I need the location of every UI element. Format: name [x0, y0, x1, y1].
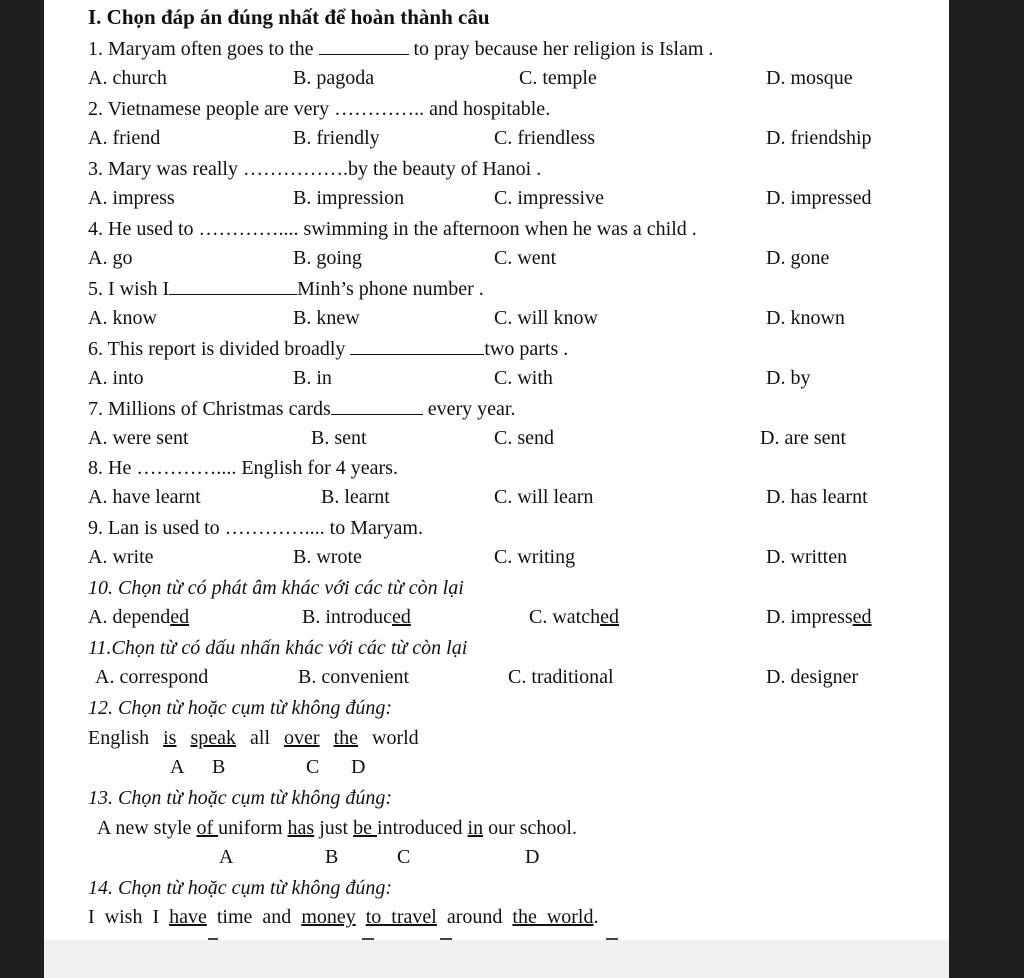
q2-option-a: A. friend	[88, 127, 161, 149]
q13-part-c: be	[353, 817, 378, 839]
question-12-sentence	[88, 726, 419, 750]
q2-option-c: C. friendless	[494, 127, 596, 149]
q12-part-a: is	[163, 727, 177, 749]
q13-word: just	[314, 817, 354, 839]
question-13-sentence	[97, 816, 577, 840]
q12-word: world	[372, 727, 419, 749]
q13-letter-c: C	[397, 846, 411, 868]
q4-option-a: A. go	[88, 247, 133, 269]
q1-option-a: A. church	[88, 67, 167, 89]
question-8: 8. He ………….... English for 4 years.	[88, 457, 398, 479]
question-11-instruction: 11.Chọn từ có dấu nhấn khác với các từ còn lại	[88, 637, 468, 659]
q8-option-a: A. have learnt	[88, 486, 201, 508]
q14-part-b: money	[301, 906, 356, 928]
q3-option-a: A. impress	[88, 187, 175, 209]
q10-a-suffix: ed	[170, 606, 190, 628]
q10-option-d	[766, 606, 872, 629]
q13-word: uniform	[218, 817, 288, 839]
q7-blank	[331, 400, 423, 415]
q5-option-b: B. knew	[293, 307, 360, 329]
q4-option-c: C. went	[494, 247, 557, 269]
q12-letter-c: C	[306, 756, 320, 778]
q10-a-stem: A. depend	[88, 606, 171, 628]
q6-option-a: A. into	[88, 367, 144, 389]
q7-option-c: C. send	[494, 427, 554, 449]
q9-option-a: A. write	[88, 546, 154, 568]
q3-option-b: B. impression	[293, 187, 405, 209]
q1-option-c: C. temple	[519, 67, 597, 89]
question-13-instruction: 13. Chọn từ hoặc cụm từ không đúng:	[88, 787, 393, 809]
q5-option-a: A. know	[88, 307, 157, 329]
q9-option-c: C. writing	[494, 546, 576, 568]
q4-option-d: D. gone	[766, 247, 830, 269]
section-title: I. Chọn đáp án đúng nhất để hoàn thành câu	[88, 5, 490, 29]
q13-part-a: of	[196, 817, 219, 839]
q11-option-b: B. convenient	[298, 666, 410, 688]
q14-word	[356, 906, 366, 928]
q10-option-c	[529, 606, 619, 629]
cut-letter-mark	[606, 938, 618, 940]
question-7	[88, 397, 516, 421]
q5-text-before: 5. I wish I	[88, 278, 170, 300]
q4-option-b: B. going	[293, 247, 362, 269]
q1-blank	[319, 40, 409, 55]
question-10-instruction: 10. Chọn từ có phát âm khác với các từ còn lại	[88, 577, 464, 599]
q13-word: A new style	[97, 817, 197, 839]
q13-letter-b: B	[325, 846, 339, 868]
q1-option-b: B. pagoda	[293, 67, 375, 89]
cut-letter-mark	[208, 938, 218, 940]
q5-text-after: Minh’s phone number .	[297, 278, 484, 300]
q11-option-c: C. traditional	[508, 666, 614, 688]
q14-part-d: the world	[512, 906, 594, 928]
q3-option-d: D. impressed	[766, 187, 872, 209]
q13-part-b: has	[287, 817, 315, 839]
q13-part-d: in	[467, 817, 484, 839]
q1-text-after: to pray because her religion is Islam .	[408, 38, 714, 60]
q12-word: English	[88, 727, 150, 749]
q12-word: all	[250, 727, 271, 749]
q14-word: time and	[206, 906, 302, 928]
question-9: 9. Lan is used to ………….... to Maryam.	[88, 517, 423, 539]
q11-option-a: A. correspond	[95, 666, 209, 688]
q14-word: I wish I	[88, 906, 170, 928]
q8-option-c: C. will learn	[494, 486, 594, 508]
q5-option-d: D. known	[766, 307, 845, 329]
q6-text-after: two parts .	[484, 338, 569, 360]
q2-option-b: B. friendly	[293, 127, 380, 149]
question-14-instruction: 14. Chọn từ hoặc cụm từ không đúng:	[88, 877, 393, 899]
q10-c-suffix: ed	[600, 606, 619, 628]
q8-option-b: B. learnt	[321, 486, 390, 508]
q13-letter-a: A	[219, 846, 234, 868]
q11-option-d: D. designer	[766, 666, 859, 688]
q1-option-d: D. mosque	[766, 67, 853, 89]
q6-blank	[350, 340, 484, 355]
q6-option-c: C. with	[494, 367, 553, 389]
q1-text-before: 1. Maryam often goes to the	[88, 38, 319, 60]
cut-letter-mark	[440, 938, 452, 940]
q6-option-d: D. by	[766, 367, 811, 389]
question-3: 3. Mary was really …………….by the beauty of Hanoi .	[88, 158, 542, 180]
question-14-sentence	[88, 905, 598, 929]
q12-letter-a: A	[170, 756, 185, 778]
q14-part-a: have	[169, 906, 207, 928]
q10-c-stem: C. watch	[529, 606, 601, 628]
q14-word: around	[436, 906, 513, 928]
q12-part-b: speak	[190, 727, 237, 749]
q14-part-c: to travel	[365, 906, 437, 928]
question-5	[88, 277, 484, 301]
question-6	[88, 337, 568, 361]
q10-b-suffix: ed	[392, 606, 411, 628]
q3-option-c: C. impressive	[494, 187, 604, 209]
q12-part-d: the	[333, 727, 358, 749]
q5-blank	[169, 280, 297, 295]
q7-text-after: every year.	[422, 398, 516, 420]
q10-option-a	[88, 606, 189, 629]
page-bottom-strip	[44, 940, 949, 978]
q14-word: .	[593, 906, 599, 928]
q13-word: our school.	[483, 817, 577, 839]
cut-letter-mark	[362, 938, 374, 940]
q13-letter-d: D	[525, 846, 540, 868]
question-2: 2. Vietnamese people are very ………….. and hospitable.	[88, 98, 551, 120]
q12-letter-d: D	[351, 756, 366, 778]
question-1	[88, 37, 713, 61]
q9-option-d: D. written	[766, 546, 848, 568]
q7-text-before: 7. Millions of Christmas cards	[88, 398, 331, 420]
q9-option-b: B. wrote	[293, 546, 362, 568]
question-12-instruction: 12. Chọn từ hoặc cụm từ không đúng:	[88, 697, 393, 719]
q10-d-suffix: ed	[852, 606, 872, 628]
q8-option-d: D. has learnt	[766, 486, 868, 508]
q10-b-stem: B. introduc	[302, 606, 392, 628]
question-4: 4. He used to ………….... swimming in the afternoon when he was a child .	[88, 218, 697, 240]
q12-letter-b: B	[212, 756, 226, 778]
q10-option-b	[302, 606, 411, 629]
q7-option-a: A. were sent	[88, 427, 189, 449]
q12-part-c: over	[284, 727, 320, 749]
q2-option-d: D. friendship	[766, 127, 872, 149]
q7-option-b: B. sent	[311, 427, 367, 449]
q5-option-c: C. will know	[494, 307, 598, 329]
q7-option-d: D. are sent	[760, 427, 847, 449]
q13-word: introduced	[377, 817, 468, 839]
q6-text-before: 6. This report is divided broadly	[88, 338, 351, 360]
q6-option-b: B. in	[293, 367, 332, 389]
q10-d-stem: D. impress	[766, 606, 853, 628]
